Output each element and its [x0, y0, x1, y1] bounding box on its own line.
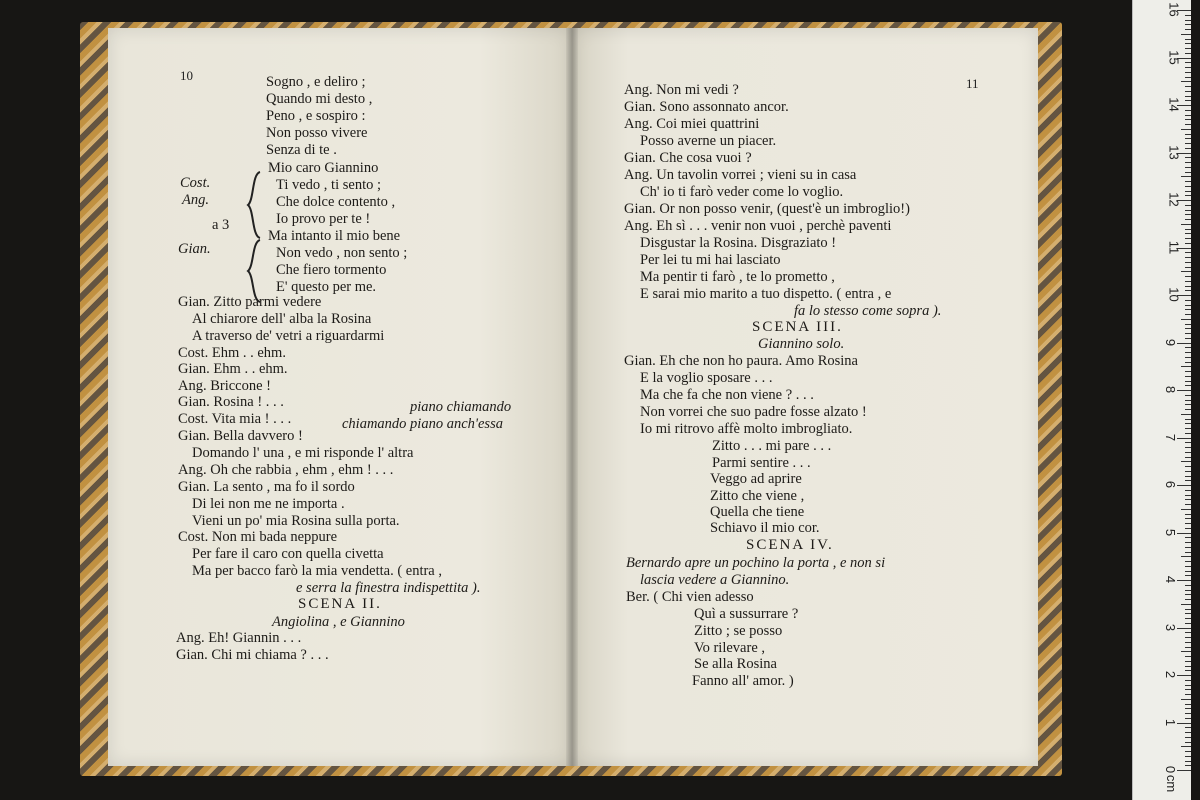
text-line: Al chiarore dell' alba la Rosina — [192, 311, 372, 327]
ruler-minor-tick — [1185, 96, 1191, 97]
ruler-minor-tick — [1185, 718, 1191, 719]
text-line: Cost. Non mi bada neppure — [178, 529, 338, 545]
text-line: Gian. Bella davvero ! — [178, 428, 303, 444]
ruler-minor-tick — [1185, 713, 1191, 714]
ruler-number: 0 — [1163, 765, 1179, 774]
ruler-number: 8 — [1163, 385, 1179, 394]
text-line: Io mi ritrovo affè molto imbrogliato. — [640, 421, 853, 437]
ruler-minor-tick — [1185, 457, 1191, 458]
ruler-minor-tick — [1185, 656, 1191, 657]
ruler-minor-tick — [1185, 637, 1191, 638]
ruler-minor-tick — [1185, 490, 1191, 491]
ruler-number: 6 — [1163, 480, 1179, 489]
ruler-minor-tick — [1185, 480, 1191, 481]
ruler-minor-tick — [1185, 618, 1191, 619]
text-line: Gian. Rosina ! . . . — [178, 394, 284, 410]
text-line: Parmi sentire . . . — [712, 455, 811, 471]
text-line: SCENA III. — [752, 319, 843, 335]
text-line: Posso averne un piacer. — [640, 133, 777, 149]
ruler-minor-tick — [1185, 528, 1191, 529]
text-line: Disgustar la Rosina. Disgraziato ! — [640, 235, 837, 251]
ruler-minor-tick — [1185, 623, 1191, 624]
stage-direction: piano chiamando — [410, 399, 512, 415]
text-line: Ma pentir ti farò , te lo prometto , — [640, 269, 835, 285]
ruler-minor-tick — [1185, 205, 1191, 206]
ruler-minor-tick — [1185, 29, 1191, 30]
text-line: SCENA IV. — [746, 537, 834, 553]
ruler-minor-tick — [1185, 191, 1191, 192]
ruler-minor-tick — [1185, 347, 1191, 348]
ruler-minor-tick — [1185, 281, 1191, 282]
ruler-major-tick — [1177, 485, 1191, 486]
ruler-unit: cm — [1164, 774, 1180, 793]
text-line: lascia vedere a Giannino. — [640, 572, 790, 588]
ruler-major-tick — [1177, 723, 1191, 724]
brace-upper — [246, 170, 264, 240]
ruler-minor-tick — [1185, 20, 1191, 21]
text-line: Gian. La sento , ma fo il sordo — [178, 479, 355, 495]
ruler-minor-tick — [1185, 138, 1191, 139]
ruler-major-tick — [1177, 675, 1191, 676]
text-line: Ang. Eh! Giannin . . . — [176, 630, 302, 646]
ruler-minor-tick — [1181, 224, 1191, 225]
ruler-major-tick — [1177, 580, 1191, 581]
ruler-minor-tick — [1181, 271, 1191, 272]
text-line: Ang. Briccone ! — [178, 378, 272, 394]
ruler-number: 4 — [1163, 575, 1179, 584]
ruler-minor-tick — [1185, 447, 1191, 448]
ruler-minor-tick — [1185, 362, 1191, 363]
ruler-minor-tick — [1185, 181, 1191, 182]
ruler-minor-tick — [1185, 756, 1191, 757]
ruler-minor-tick — [1185, 732, 1191, 733]
ruler-minor-tick — [1181, 509, 1191, 510]
ruler-minor-tick — [1185, 333, 1191, 334]
speaker-label: Ang. — [182, 192, 209, 208]
ruler-minor-tick — [1185, 77, 1191, 78]
ruler-number: 3 — [1163, 623, 1179, 631]
ruler-minor-tick — [1185, 157, 1191, 158]
text-line: SCENA II. — [298, 596, 382, 612]
ruler-minor-tick — [1185, 585, 1191, 586]
left-page-number: 10 — [180, 68, 193, 83]
ruler-minor-tick — [1185, 670, 1191, 671]
ruler-number: 5 — [1163, 528, 1179, 536]
ruler-minor-tick — [1185, 276, 1191, 277]
ruler-minor-tick — [1185, 419, 1191, 420]
ruler-minor-tick — [1185, 537, 1191, 538]
ruler-minor-tick — [1185, 91, 1191, 92]
ruler-minor-tick — [1185, 257, 1191, 258]
text-line: Quì a sussurrare ? — [694, 606, 799, 622]
text-line: Gian. Eh che non ho paura. Amo Rosina — [624, 353, 858, 369]
text-line: Ang. Eh sì . . . venir non vuoi , perchè paventi — [624, 218, 892, 234]
speaker-label: a 3 — [212, 217, 230, 233]
ruler-minor-tick — [1185, 172, 1191, 173]
ruler-major-tick — [1177, 533, 1191, 534]
text-line: e serra la finestra indispettita ). — [296, 580, 481, 596]
ruler-minor-tick — [1185, 599, 1191, 600]
text-line: Quando mi desto , — [266, 91, 373, 107]
ruler-minor-tick — [1185, 613, 1191, 614]
ruler-minor-tick — [1185, 433, 1191, 434]
ruler-number: 2 — [1163, 670, 1179, 679]
text-line: Non vedo , non sento ; — [276, 245, 408, 261]
ruler-number: 9 — [1163, 338, 1179, 346]
ruler-minor-tick — [1185, 214, 1191, 215]
text-line: Senza di te . — [266, 142, 337, 158]
ruler-number: 15 — [1166, 49, 1182, 65]
ruler-minor-tick — [1185, 661, 1191, 662]
ruler-minor-tick — [1185, 552, 1191, 553]
ruler-minor-tick — [1185, 371, 1191, 372]
ruler-minor-tick — [1185, 514, 1191, 515]
text-line: Ang. Coi miei quattrini — [624, 116, 760, 132]
text-line: Fanno all' amor. ) — [692, 673, 794, 689]
text-line: Ang. Non mi vedi ? — [624, 82, 739, 98]
ruler-minor-tick — [1185, 428, 1191, 429]
ruler-minor-tick — [1185, 704, 1191, 705]
ruler-minor-tick — [1185, 547, 1191, 548]
ruler-minor-tick — [1185, 162, 1191, 163]
speaker-label: Cost. — [180, 175, 211, 191]
ruler-minor-tick — [1185, 376, 1191, 377]
ruler-minor-tick — [1185, 53, 1191, 54]
ruler-minor-tick — [1185, 186, 1191, 187]
ruler-minor-tick — [1185, 737, 1191, 738]
ruler-minor-tick — [1185, 100, 1191, 101]
ruler-minor-tick — [1185, 452, 1191, 453]
text-line: Gian. Or non posso venir, (quest'è un imbroglio!) — [624, 201, 910, 217]
ruler-minor-tick — [1181, 34, 1191, 35]
ruler-minor-tick — [1181, 176, 1191, 177]
text-line: Zitto . . . mi pare . . . — [712, 438, 832, 454]
ruler-minor-tick — [1185, 48, 1191, 49]
ruler-minor-tick — [1185, 148, 1191, 149]
ruler-minor-tick — [1181, 746, 1191, 747]
ruler-minor-tick — [1185, 62, 1191, 63]
ruler-major-tick — [1177, 438, 1191, 439]
ruler-minor-tick — [1185, 219, 1191, 220]
ruler-minor-tick — [1185, 609, 1191, 610]
text-line: E' questo per me. — [276, 279, 377, 295]
ruler-minor-tick — [1185, 134, 1191, 135]
ruler-minor-tick — [1185, 43, 1191, 44]
text-line: Io provo per te ! — [276, 211, 371, 227]
ruler-minor-tick — [1185, 594, 1191, 595]
ruler-minor-tick — [1185, 72, 1191, 73]
ruler-minor-tick — [1181, 319, 1191, 320]
ruler-minor-tick — [1185, 300, 1191, 301]
ruler-minor-tick — [1185, 110, 1191, 111]
text-line: Gian. Zitto parmi vedere — [178, 294, 322, 310]
ruler-minor-tick — [1185, 727, 1191, 728]
text-line: Per fare il caro con quella civetta — [192, 546, 384, 562]
text-line: Per lei tu mi hai lasciato — [640, 252, 781, 268]
ruler-minor-tick — [1185, 495, 1191, 496]
text-line: Bernardo apre un pochino la porta , e non si — [626, 555, 886, 571]
ruler-minor-tick — [1185, 314, 1191, 315]
ruler-minor-tick — [1185, 561, 1191, 562]
text-line: Gian. Che cosa vuoi ? — [624, 150, 752, 166]
ruler-minor-tick — [1181, 414, 1191, 415]
ruler-minor-tick — [1185, 542, 1191, 543]
ruler-minor-tick — [1185, 761, 1191, 762]
text-line: Mio caro Giannino — [268, 160, 379, 176]
ruler-minor-tick — [1185, 210, 1191, 211]
ruler-minor-tick — [1185, 324, 1191, 325]
ruler-minor-tick — [1185, 566, 1191, 567]
ruler-minor-tick — [1185, 352, 1191, 353]
ruler-minor-tick — [1185, 647, 1191, 648]
text-line: Angiolina , e Giannino — [272, 614, 405, 630]
ruler-minor-tick — [1185, 476, 1191, 477]
ruler-minor-tick — [1185, 252, 1191, 253]
ruler-minor-tick — [1185, 305, 1191, 306]
ruler-minor-tick — [1185, 124, 1191, 125]
ruler-minor-tick — [1181, 81, 1191, 82]
ruler-minor-tick — [1185, 39, 1191, 40]
ruler-minor-tick — [1185, 742, 1191, 743]
text-line: Quella che tiene — [710, 504, 805, 520]
ruler-minor-tick — [1185, 523, 1191, 524]
ruler-minor-tick — [1181, 366, 1191, 367]
text-line: Non vorrei che suo padre fosse alzato ! — [640, 404, 867, 420]
text-line: Ma che fa che non viene ? . . . — [640, 387, 814, 403]
text-line: Zitto ; se posso — [694, 623, 783, 639]
ruler-minor-tick — [1185, 229, 1191, 230]
text-line: Che dolce contento , — [276, 194, 396, 210]
ruler-minor-tick — [1185, 590, 1191, 591]
ruler-minor-tick — [1185, 338, 1191, 339]
ruler-minor-tick — [1185, 575, 1191, 576]
text-line: Cost. Vita mia ! . . . — [178, 411, 292, 427]
text-line: Ang. Un tavolin vorrei ; vieni su in casa — [624, 167, 857, 183]
ruler-major-tick — [1177, 628, 1191, 629]
measurement-ruler — [1132, 0, 1191, 800]
ruler-minor-tick — [1185, 409, 1191, 410]
ruler-minor-tick — [1185, 689, 1191, 690]
ruler-minor-tick — [1185, 571, 1191, 572]
ruler-minor-tick — [1181, 651, 1191, 652]
ruler-minor-tick — [1185, 238, 1191, 239]
ruler-number: 16 — [1166, 2, 1182, 17]
ruler-minor-tick — [1185, 119, 1191, 120]
ruler-minor-tick — [1185, 267, 1191, 268]
ruler-minor-tick — [1185, 290, 1191, 291]
ruler-number: 13 — [1166, 144, 1182, 160]
text-line: Ma per bacco farò la mia vendetta. ( entra , — [192, 563, 442, 579]
ruler-minor-tick — [1185, 381, 1191, 382]
text-line: Cost. Ehm . . ehm. — [178, 345, 286, 361]
ruler-number: 11 — [1166, 240, 1182, 254]
ruler-minor-tick — [1185, 115, 1191, 116]
ruler-minor-tick — [1185, 442, 1191, 443]
ruler-minor-tick — [1185, 708, 1191, 709]
ruler-minor-tick — [1185, 685, 1191, 686]
ruler-minor-tick — [1185, 328, 1191, 329]
ruler-number: 10 — [1166, 287, 1182, 302]
text-line: Non posso vivere — [266, 125, 368, 141]
ruler-minor-tick — [1185, 233, 1191, 234]
ruler-minor-tick — [1185, 400, 1191, 401]
ruler-minor-tick — [1185, 642, 1191, 643]
text-line: Domando l' una , e mi risponde l' altra — [192, 445, 414, 461]
ruler-minor-tick — [1185, 24, 1191, 25]
ruler-minor-tick — [1185, 471, 1191, 472]
text-line: Giannino solo. — [758, 336, 845, 352]
ruler-major-tick — [1177, 343, 1191, 344]
text-line: E sarai mio marito a tuo dispetto. ( entra , e — [640, 286, 892, 302]
ruler-minor-tick — [1185, 143, 1191, 144]
ruler-minor-tick — [1185, 765, 1191, 766]
text-line: Vieni un po' mia Rosina sulla porta. — [192, 513, 400, 529]
text-line: Peno , e sospiro : — [266, 108, 366, 124]
text-line: Ber. ( Chi vien adesso — [626, 589, 754, 605]
ruler-minor-tick — [1185, 67, 1191, 68]
ruler-minor-tick — [1185, 357, 1191, 358]
text-line: Se alla Rosina — [694, 656, 777, 672]
text-line: Ma intanto il mio bene — [268, 228, 401, 244]
text-line: Di lei non me ne importa . — [192, 496, 345, 512]
ruler-minor-tick — [1185, 167, 1191, 168]
ruler-minor-tick — [1185, 680, 1191, 681]
text-line: Zitto che viene , — [710, 488, 805, 504]
ruler-minor-tick — [1185, 195, 1191, 196]
ruler-number: 12 — [1166, 192, 1182, 207]
ruler-major-tick — [1177, 390, 1191, 391]
ruler-minor-tick — [1185, 286, 1191, 287]
ruler-minor-tick — [1181, 699, 1191, 700]
ruler-minor-tick — [1185, 309, 1191, 310]
ruler-minor-tick — [1185, 262, 1191, 263]
speaker-label: Gian. — [178, 241, 211, 257]
right-page-number: 11 — [966, 76, 979, 91]
ruler-minor-tick — [1185, 694, 1191, 695]
ruler-minor-tick — [1185, 632, 1191, 633]
ruler-minor-tick — [1185, 466, 1191, 467]
ruler-minor-tick — [1181, 129, 1191, 130]
text-line: Gian. Sono assonnato ancor. — [624, 99, 789, 115]
text-line: fa lo stesso come sopra ). — [794, 303, 942, 319]
ruler-minor-tick — [1185, 518, 1191, 519]
text-line: A traverso de' vetri a riguardarmi — [192, 328, 385, 344]
text-line: Schiavo il mio cor. — [710, 520, 820, 536]
text-line: Ang. Oh che rabbia , ehm , ehm ! . . . — [178, 462, 394, 478]
text-line: Che fiero tormento — [276, 262, 387, 278]
ruler-minor-tick — [1185, 423, 1191, 424]
ruler-minor-tick — [1185, 86, 1191, 87]
ruler-minor-tick — [1185, 751, 1191, 752]
ruler-minor-tick — [1185, 15, 1191, 16]
text-line: Ch' io ti farò veder come lo voglio. — [640, 184, 844, 200]
stage-direction: chiamando piano anch'essa — [342, 416, 503, 432]
text-line: Gian. Ehm . . ehm. — [178, 361, 288, 377]
ruler-minor-tick — [1185, 243, 1191, 244]
ruler-minor-tick — [1185, 395, 1191, 396]
book-gutter — [566, 28, 578, 766]
ruler-minor-tick — [1185, 499, 1191, 500]
ruler-major-tick — [1177, 770, 1191, 771]
text-line: Vo rilevare , — [694, 640, 765, 656]
text-line: Gian. Chi mi chiama ? . . . — [176, 647, 329, 663]
ruler-number: 1 — [1163, 718, 1179, 726]
text-line: Ti vedo , ti sento ; — [276, 177, 382, 193]
ruler-minor-tick — [1185, 666, 1191, 667]
ruler-minor-tick — [1185, 385, 1191, 386]
ruler-minor-tick — [1185, 404, 1191, 405]
text-line: Veggo ad aprire — [710, 471, 802, 487]
ruler-number: 7 — [1163, 433, 1179, 441]
ruler-minor-tick — [1181, 556, 1191, 557]
ruler-number: 14 — [1166, 97, 1182, 112]
text-line: E la voglio sposare . . . — [640, 370, 773, 386]
ruler-minor-tick — [1181, 461, 1191, 462]
ruler-minor-tick — [1181, 604, 1191, 605]
text-line: Sogno , e deliro ; — [266, 74, 366, 90]
ruler-minor-tick — [1185, 504, 1191, 505]
